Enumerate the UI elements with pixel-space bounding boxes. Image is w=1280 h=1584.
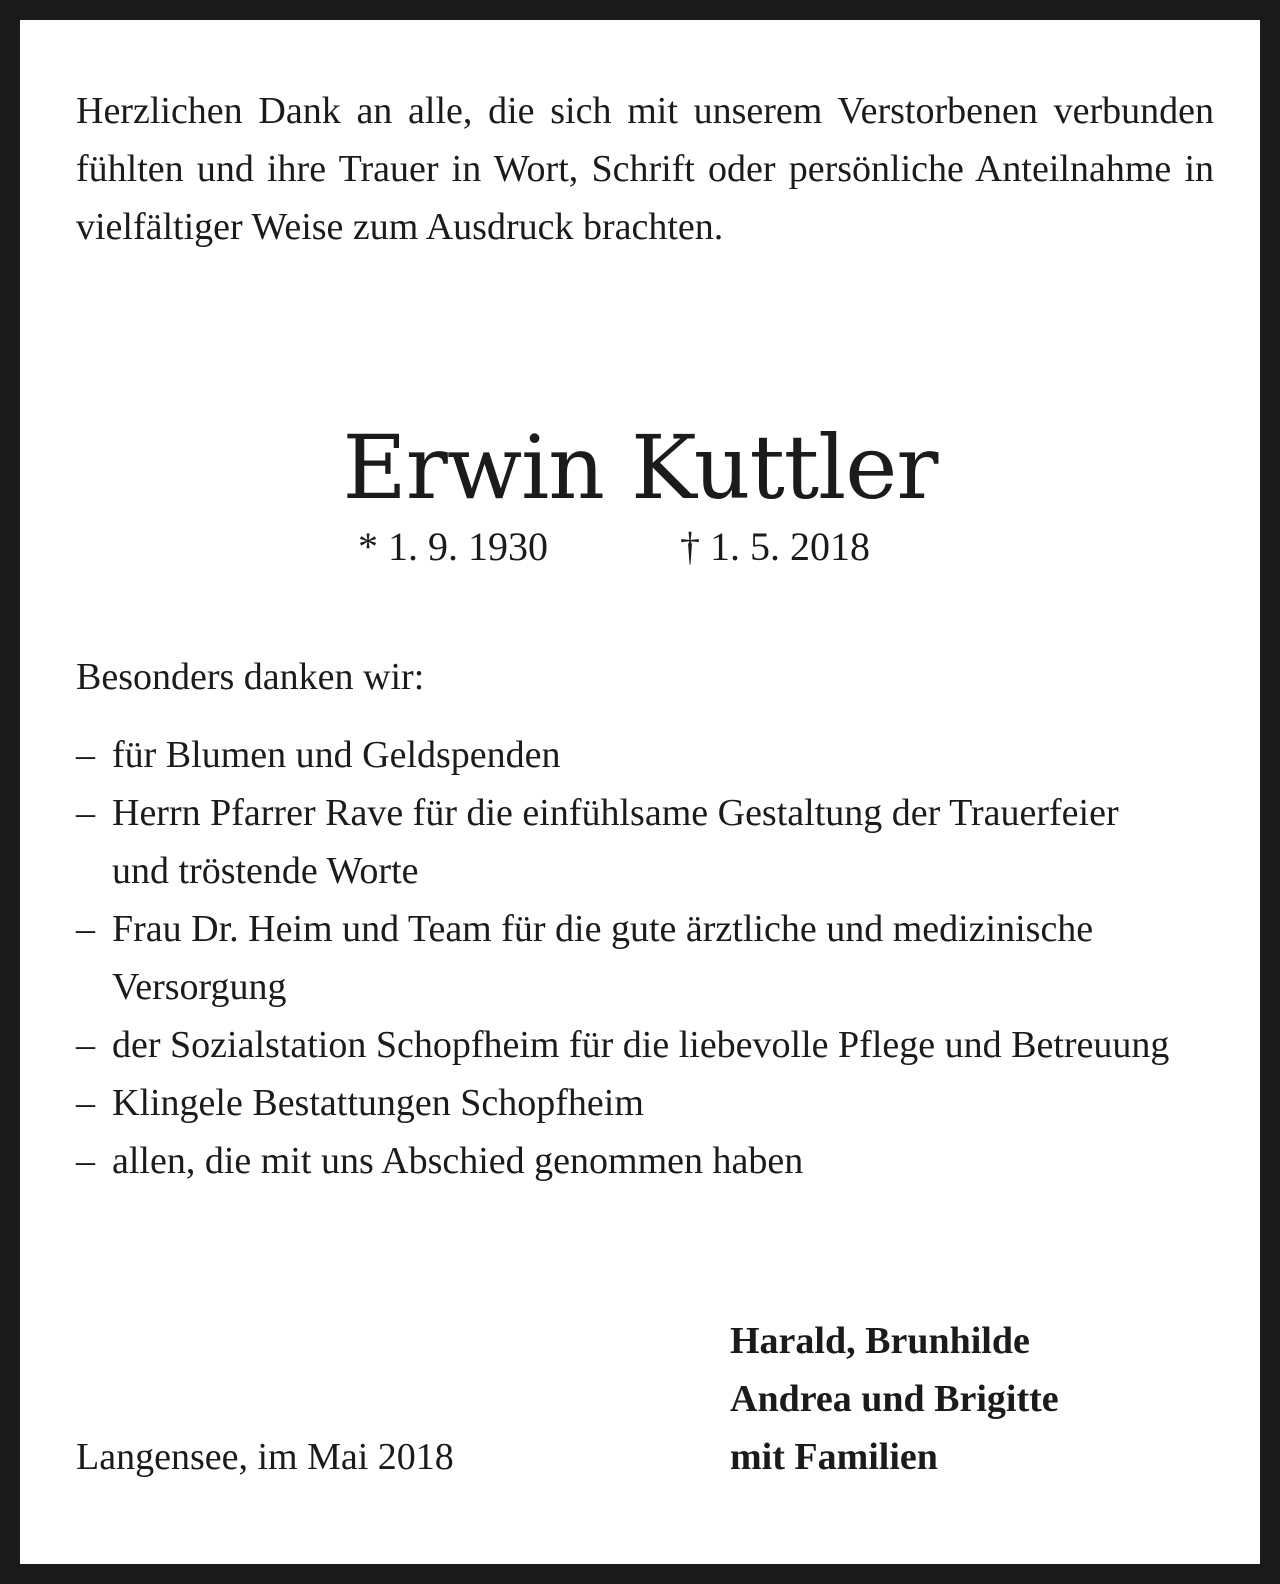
intro-paragraph: Herzlichen Dank an alle, die sich mit unserem Verstorbenen verbunden fühlten und ihre Trauer in Wort, Schrift oder persönliche Anteilnahme in vielfältiger Weise zum Ausdruck brachten. — [76, 90, 1214, 248]
list-item-text: Klingele Bestattungen Schopfheim — [112, 1082, 644, 1124]
dash-bullet: – — [76, 734, 95, 776]
death-date: † 1. 5. 2018 — [680, 524, 870, 569]
dash-bullet: – — [76, 792, 95, 834]
thanks-heading: Besonders danken wir: — [76, 656, 425, 698]
life-dates — [20, 522, 1260, 572]
dash-bullet: – — [76, 1140, 95, 1182]
list-item — [76, 1016, 1176, 1074]
list-item-text: allen, die mit uns Abschied genommen haben — [112, 1140, 804, 1182]
dash-bullet: – — [76, 1082, 95, 1124]
dash-bullet: – — [76, 908, 95, 950]
obituary-card — [20, 20, 1260, 1564]
list-item — [76, 784, 1176, 900]
signature-line: mit Familien — [730, 1436, 938, 1478]
thanks-list — [76, 726, 1176, 1190]
list-item-text: der Sozialstation Schopfheim für die liebevolle Pflege und Betreuung — [112, 1024, 1170, 1066]
birth-date: * 1. 9. 1930 — [358, 524, 548, 569]
list-item-text: Herrn Pfarrer Rave für die einfühlsame Gestaltung der Trauerfeier und tröstende Worte — [112, 792, 1119, 892]
deceased-name: Erwin Kuttler — [342, 416, 938, 519]
list-item — [76, 1074, 1176, 1132]
list-item — [76, 1132, 1176, 1190]
list-item — [76, 900, 1176, 1016]
list-item-text: für Blumen und Geldspenden — [112, 734, 561, 776]
list-item — [76, 726, 1176, 784]
signature-line: Andrea und Brigitte — [730, 1378, 1059, 1420]
list-item-text: Frau Dr. Heim und Team für die gute ärztliche und medizinische Versorgung — [112, 908, 1094, 1008]
signature-block — [730, 1312, 1059, 1486]
place-date: Langensee, im Mai 2018 — [76, 1436, 454, 1478]
dash-bullet: – — [76, 1024, 95, 1066]
signature-line: Harald, Brunhilde — [730, 1320, 1030, 1362]
